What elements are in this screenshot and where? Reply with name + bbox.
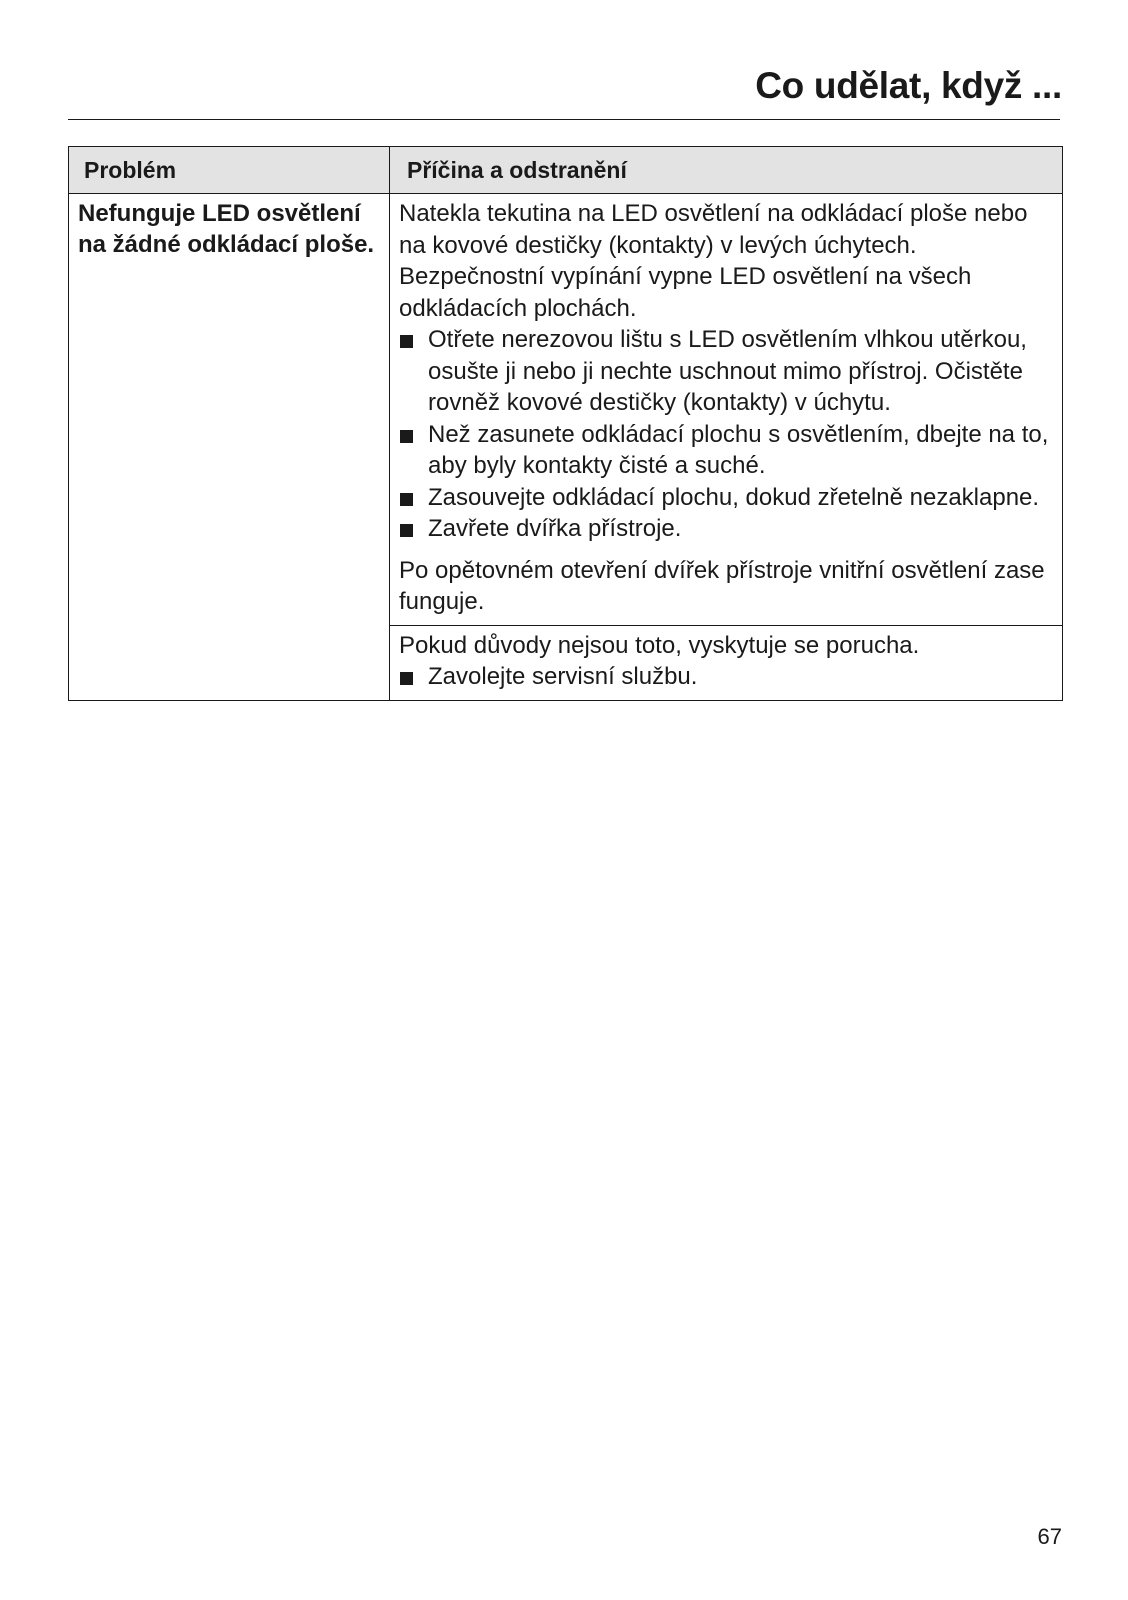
column-header-cause: Příčina a odstranění — [390, 147, 1063, 194]
list-item — [399, 419, 1050, 482]
cause-paragraph: Pokud důvody nejsou toto, vyskytuje se porucha. — [399, 631, 920, 659]
table-header-row — [69, 147, 1063, 194]
problem-cell: Nefunguje LED osvětlení na žádné odkládací ploše. — [69, 194, 390, 701]
remedy-list — [399, 661, 1050, 693]
square-bullet-icon — [400, 430, 413, 443]
result-note: Po opětovném otevření dvířek přístroje vnitřní osvětlení zase funguje. — [399, 556, 1045, 615]
square-bullet-icon — [400, 524, 413, 537]
title-divider — [68, 119, 1060, 120]
square-bullet-icon — [400, 335, 413, 348]
page-title: Co udělat, když ... — [755, 65, 1062, 106]
list-item — [399, 482, 1050, 514]
remedy-list — [399, 324, 1050, 545]
list-item-text: Zasouvejte odkládací plochu, dokud zřetelně nezaklapne. — [428, 483, 1040, 511]
list-item-text: Otřete nerezovou lištu s LED osvětlením vlhkou utěrkou, osušte ji nebo ji nechte uschnout mimo přístroj. Očistěte rovněž kovové destičky (kontakty) v úchytu. — [428, 326, 1027, 416]
troubleshooting-table — [68, 146, 1063, 701]
list-item — [399, 513, 1050, 545]
cause-cell — [390, 194, 1063, 626]
list-item — [399, 661, 1050, 693]
cause-cell — [390, 625, 1063, 700]
list-item-text: Zavolejte servisní službu. — [428, 663, 698, 690]
page-number: 67 — [1037, 1524, 1062, 1549]
list-item — [399, 324, 1050, 419]
cause-paragraph: Natekla tekutina na LED osvětlení na odkládací ploše nebo na kovové destičky (kontakty) v levých úchytech. — [399, 200, 1028, 259]
table-row — [69, 194, 1063, 626]
list-item-text: Než zasunete odkládací plochu s osvětlením, dbejte na to, aby byly kontakty čisté a suché. — [428, 420, 1049, 479]
cause-paragraph: Bezpečnostní vypínání vypne LED osvětlení na všech odkládacích plochách. — [399, 263, 972, 322]
column-header-problem: Problém — [69, 147, 390, 194]
list-item-text: Zavřete dvířka přístroje. — [428, 515, 682, 542]
square-bullet-icon — [400, 672, 413, 685]
square-bullet-icon — [400, 493, 413, 506]
